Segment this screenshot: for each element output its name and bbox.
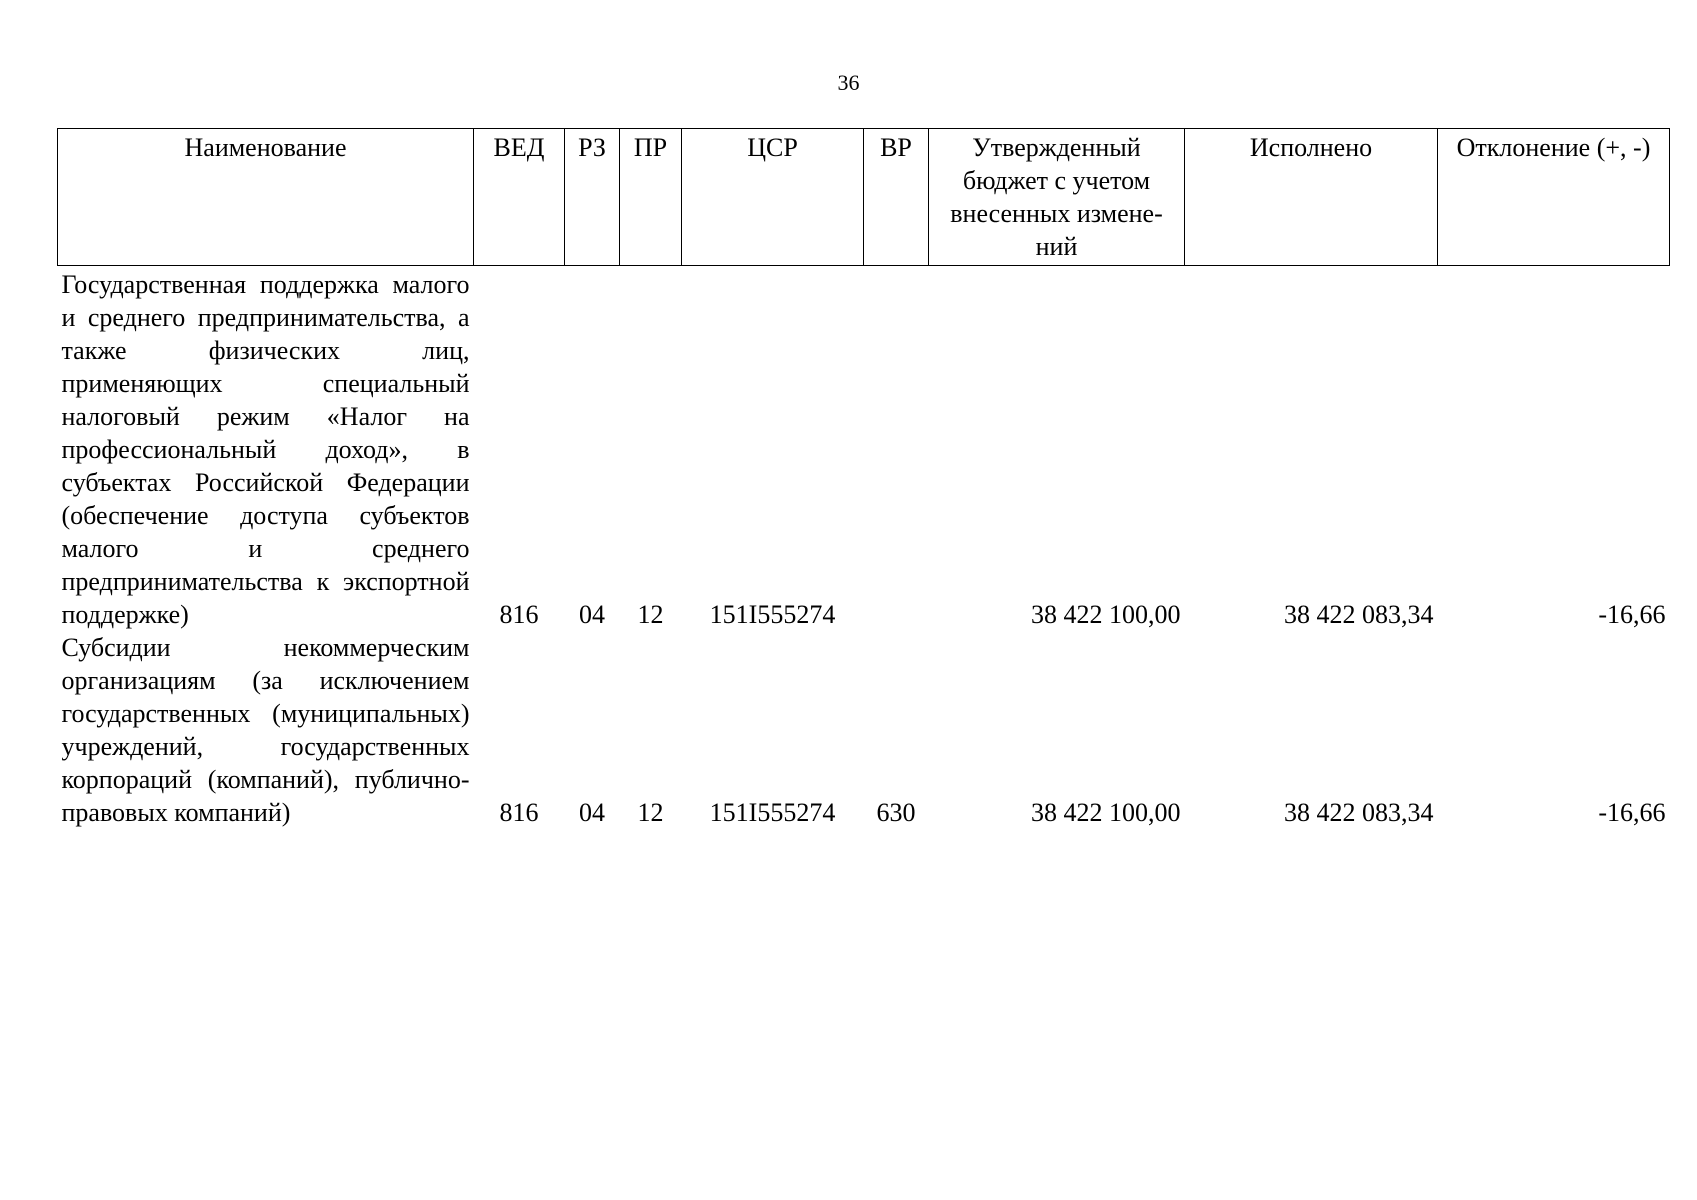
row-deviation: -16,66 xyxy=(1598,798,1666,827)
row-rz: 04 xyxy=(579,798,605,827)
row-deviation: -16,66 xyxy=(1598,600,1666,629)
row-executed: 38 422 083,34 xyxy=(1284,600,1434,629)
header-rz: РЗ xyxy=(565,129,620,266)
row-name: Государственная поддержка малого и среднего предпринимательства, а также физических лиц, применяющих специальный налоговый режим «Налог на профессиональный доход», в субъектах Российской Федерации (обеспечение доступа субъектов малого и среднего предпринимательства к экспортной поддержке) xyxy=(61,270,470,629)
header-approved: Утвержденный бюджет с учетом внесенных измене-ний xyxy=(929,129,1185,266)
header-row xyxy=(58,129,1670,266)
row-csr: 151I555274 xyxy=(709,798,836,827)
header-csr: ЦСР xyxy=(682,129,864,266)
row-ved: 816 xyxy=(499,600,539,629)
row-ved: 816 xyxy=(499,798,539,827)
table-row xyxy=(58,631,1670,829)
row-approved: 38 422 100,00 xyxy=(1031,798,1181,827)
row-approved: 38 422 100,00 xyxy=(1031,600,1181,629)
header-name: Наименование xyxy=(58,129,474,266)
row-vr: 630 xyxy=(876,798,916,827)
table-row xyxy=(58,266,1670,632)
row-name: Субсидии некоммерческим организациям (за исключением государственных (муниципальных) учреждений, государственных корпораций (компаний), публично-правовых компаний) xyxy=(61,633,470,827)
row-vr xyxy=(864,266,929,632)
row-pr: 12 xyxy=(637,600,664,629)
header-pr: ПР xyxy=(620,129,682,266)
page-number: 36 xyxy=(837,70,860,95)
budget-table xyxy=(57,128,1670,829)
header-ved: ВЕД xyxy=(474,129,565,266)
row-csr: 151I555274 xyxy=(709,600,836,629)
row-rz: 04 xyxy=(579,600,605,629)
header-deviation: Отклонение (+, -) xyxy=(1438,129,1670,266)
header-vr: ВР xyxy=(864,129,929,266)
row-pr: 12 xyxy=(637,798,664,827)
header-executed: Исполнено xyxy=(1185,129,1438,266)
row-executed: 38 422 083,34 xyxy=(1284,798,1434,827)
